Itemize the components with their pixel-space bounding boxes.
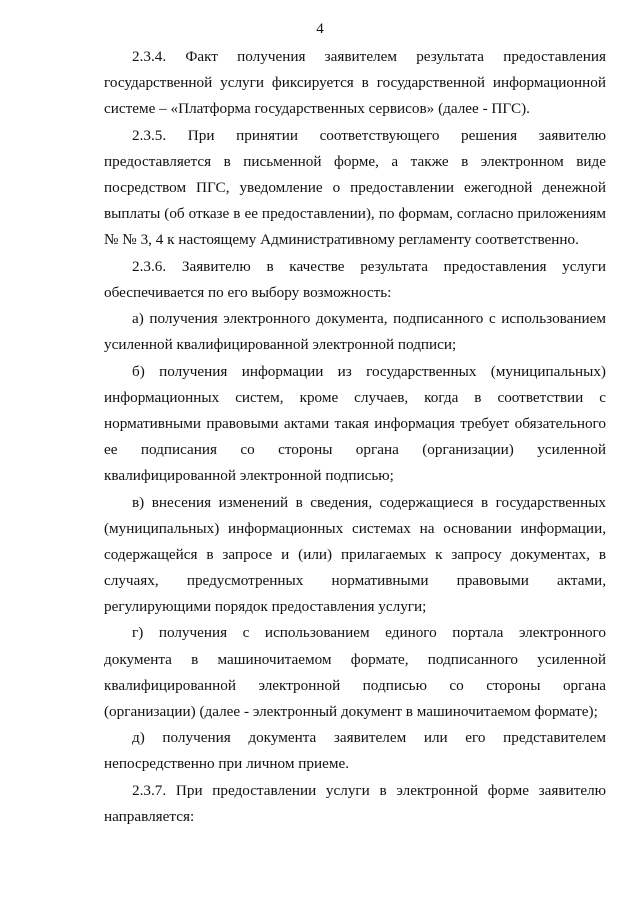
list-item-v: в) внесения изменений в сведения, содержащиеся в государственных (муниципальных) информационных системах на основании информации, содержащейся в запросе и (или) прилагаемых к запросу документах, в случаях, предусмотренных нормативными правовыми актами, регулирующими порядок предоставления услуги; bbox=[104, 493, 606, 615]
paragraph-2-3-4: 2.3.4. Факт получения заявителем результата предоставления государственной услуги фиксируется в государственной информационной системе – «Платформа государственных сервисов» (далее - ПГС). bbox=[104, 48, 606, 118]
page-number: 4 bbox=[316, 21, 324, 37]
list-item-b: б) получения информации из государственных (муниципальных) информационных систем, кроме случаев, когда в соответствии с нормативными правовыми актами такая информация требует обязательного ее подписания со стороны органа (организации) усиленной квалифицированной электронной подписью; bbox=[104, 362, 606, 485]
list-item-a: а) получения электронного документа, подписанного с использованием усиленной квалифицированной электронной подписи; bbox=[104, 310, 606, 354]
paragraph-2-3-7: 2.3.7. При предоставлении услуги в электронной форме заявителю направляется: bbox=[104, 781, 606, 825]
document-body bbox=[104, 44, 606, 830]
list-item-g: г) получения с использованием единого портала электронного документа в машиночитаемом формате, подписанного усиленной квалифицированной электронной подписью со стороны органа (организации) (далее - электронный документ в машиночитаемом формате); bbox=[104, 624, 606, 720]
paragraph-2-3-6: 2.3.6. Заявителю в качестве результата предоставления услуги обеспечивается по его выбору возможность: bbox=[104, 257, 606, 301]
paragraph-2-3-5: 2.3.5. При принятии соответствующего решения заявителю предоставляется в письменной форме, а также в электронном виде посредством ПГС, уведомление о предоставлении ежегодной денежной выплаты (об отказе в ее предоставлении), по формам, согласно приложениям № № 3, 4 к настоящему Административному регламенту соответственно. bbox=[104, 126, 606, 249]
list-item-d: д) получения документа заявителем или его представителем непосредственно при личном приеме. bbox=[104, 729, 606, 773]
